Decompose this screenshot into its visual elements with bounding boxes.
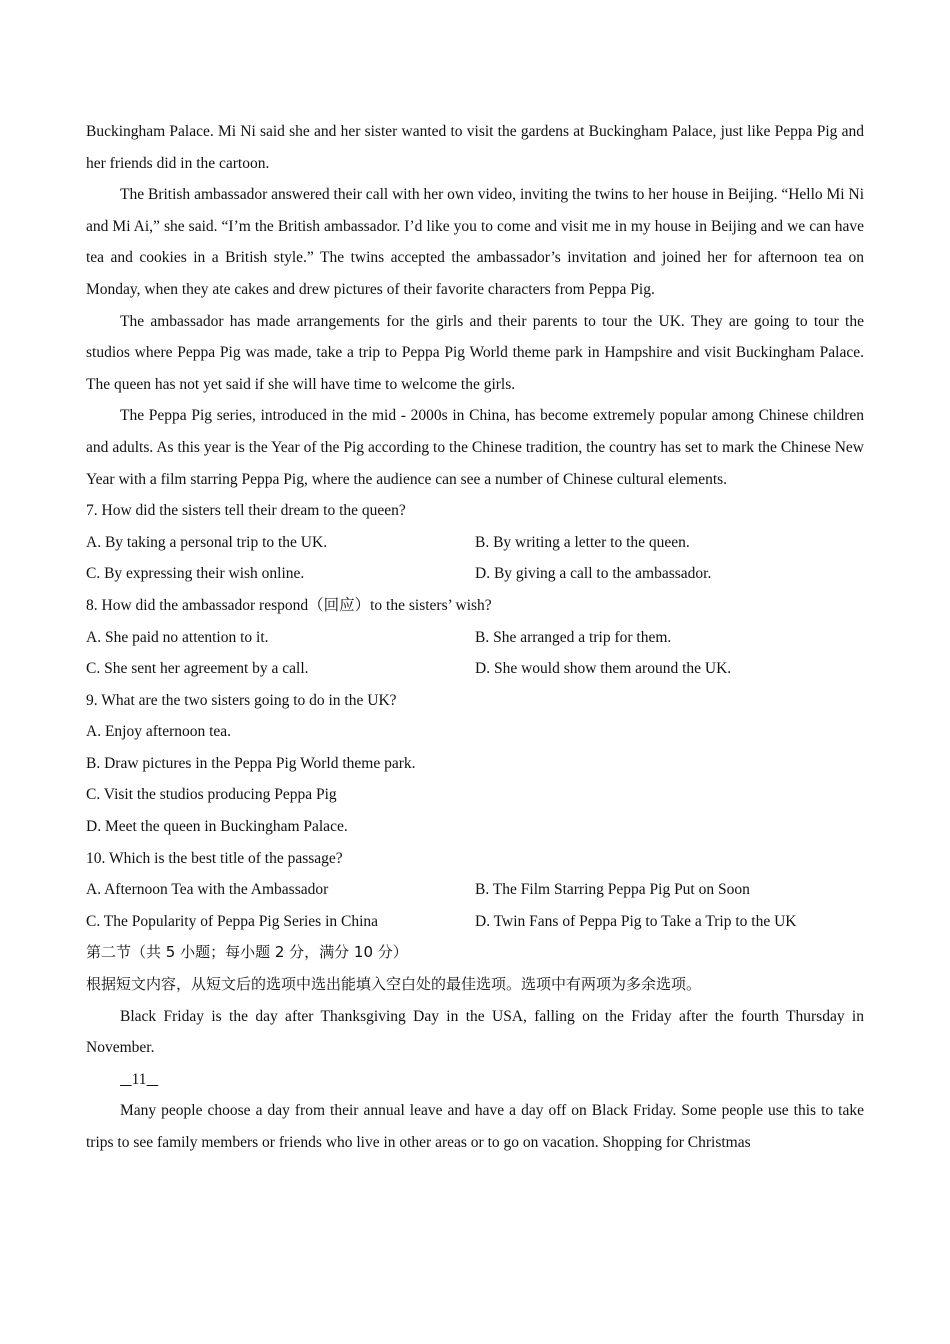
blank-11 [120,1064,158,1096]
question-7-options-row-2 [86,558,864,590]
question-9-option-b: B. Draw pictures in the Peppa Pig World theme park. [86,754,416,772]
question-8-option-a: A. She paid no attention to it. [86,628,269,646]
question-10-option-c: C. The Popularity of Peppa Pig Series in China [86,912,379,930]
question-9-option-d: D. Meet the queen in Buckingham Palace. [86,818,348,836]
question-8-options-row-1 [86,622,864,654]
passage-paragraph-3: The Peppa Pig series, introduced in the mid - 2000s in China, has become extremely popular among Chinese children and adults. As this year is the Year of the Pig according to the Chinese tradition, the country has set to mark the Chinese New Year with a film starring Peppa Pig, where the audience can see a number of Chinese cultural elements. [86,407,864,488]
blank-11-line [86,1064,864,1096]
question-10-option-d: D. Twin Fans of Peppa Pig to Take a Trip to the UK [475,912,797,930]
question-7-option-b: B. By writing a letter to the queen. [475,533,690,551]
question-9-option-a: A. Enjoy afternoon tea. [86,723,232,741]
question-8-option-c: C. She sent her agreement by a call. [86,660,309,678]
question-8-option-b: B. She arranged a trip for them. [475,628,672,646]
question-7-option-a: A. By taking a personal trip to the UK. [86,533,328,551]
question-10-stem: 10. Which is the best title of the passage? [86,849,343,867]
question-10-option-a: A. Afternoon Tea with the Ambassador [86,881,329,899]
question-8-option-d: D. She would show them around the UK. [475,660,732,678]
section-2-heading: 第二节（共 5 小题；每小题 2 分，满分 10 分） [86,943,408,962]
passage-paragraph-2: The ambassador has made arrangements for the girls and their parents to tour the UK. They are going to tour the studios where Peppa Pig was made, take a trip to Peppa Pig World theme park in Hampshire and visit Buckingham Palace. The queen has not yet said if she will have time to welcome the girls. [86,312,864,393]
question-10-option-b: B. The Film Starring Peppa Pig Put on Soon [475,881,750,899]
question-9-stem: 9. What are the two sisters going to do in the UK? [86,691,397,709]
passage-paragraph-1: The British ambassador answered their call with her own video, inviting the twins to her house in Beijing. “Hello Mi Ni and Mi Ai,” she said. “I’m the British ambassador. I’d like you to come and visit me in my house in Beijing and we can have tea and cookies in a British style.” The twins accepted the ambassador’s invitation and joined her for afternoon tea on Monday, when they ate cakes and drew pictures of their favorite characters from Peppa Pig. [86,186,864,298]
question-10-options-row-1 [86,874,864,906]
question-7-options-row-1 [86,527,864,559]
section-2-paragraph-2: Many people choose a day from their annual leave and have a day off on Black Friday. Some people use this to take trips to see family members or friends who live in other areas or to go on vacation. Shopping for Christmas [86,1102,864,1151]
blank-11-number: 11 [131,1070,147,1088]
section-2-instruction: 根据短文内容，从短文后的选项中选出能填入空白处的最佳选项。选项中有两项为多余选项。 [86,975,702,994]
section-2-paragraph-1: Black Friday is the day after Thanksgiving Day in the USA, falling on the Friday after the fourth Thursday in November. [86,1007,864,1057]
passage-paragraph-0: Buckingham Palace. Mi Ni said she and her sister wanted to visit the gardens at Buckingham Palace, just like Peppa Pig and her friends did in the cartoon. [86,123,864,172]
question-7-stem: 7. How did the sisters tell their dream to the queen? [86,502,406,520]
question-8-stem: 8. How did the ambassador respond（回应）to the sisters’ wish? [86,596,492,614]
question-7-option-c: C. By expressing their wish online. [86,565,305,583]
question-7-option-d: D. By giving a call to the ambassador. [475,565,712,583]
question-8-options-row-2 [86,653,864,685]
page-content [86,116,864,1159]
question-9-option-c: C. Visit the studios producing Peppa Pig [86,786,337,804]
question-10-options-row-2 [86,906,864,938]
